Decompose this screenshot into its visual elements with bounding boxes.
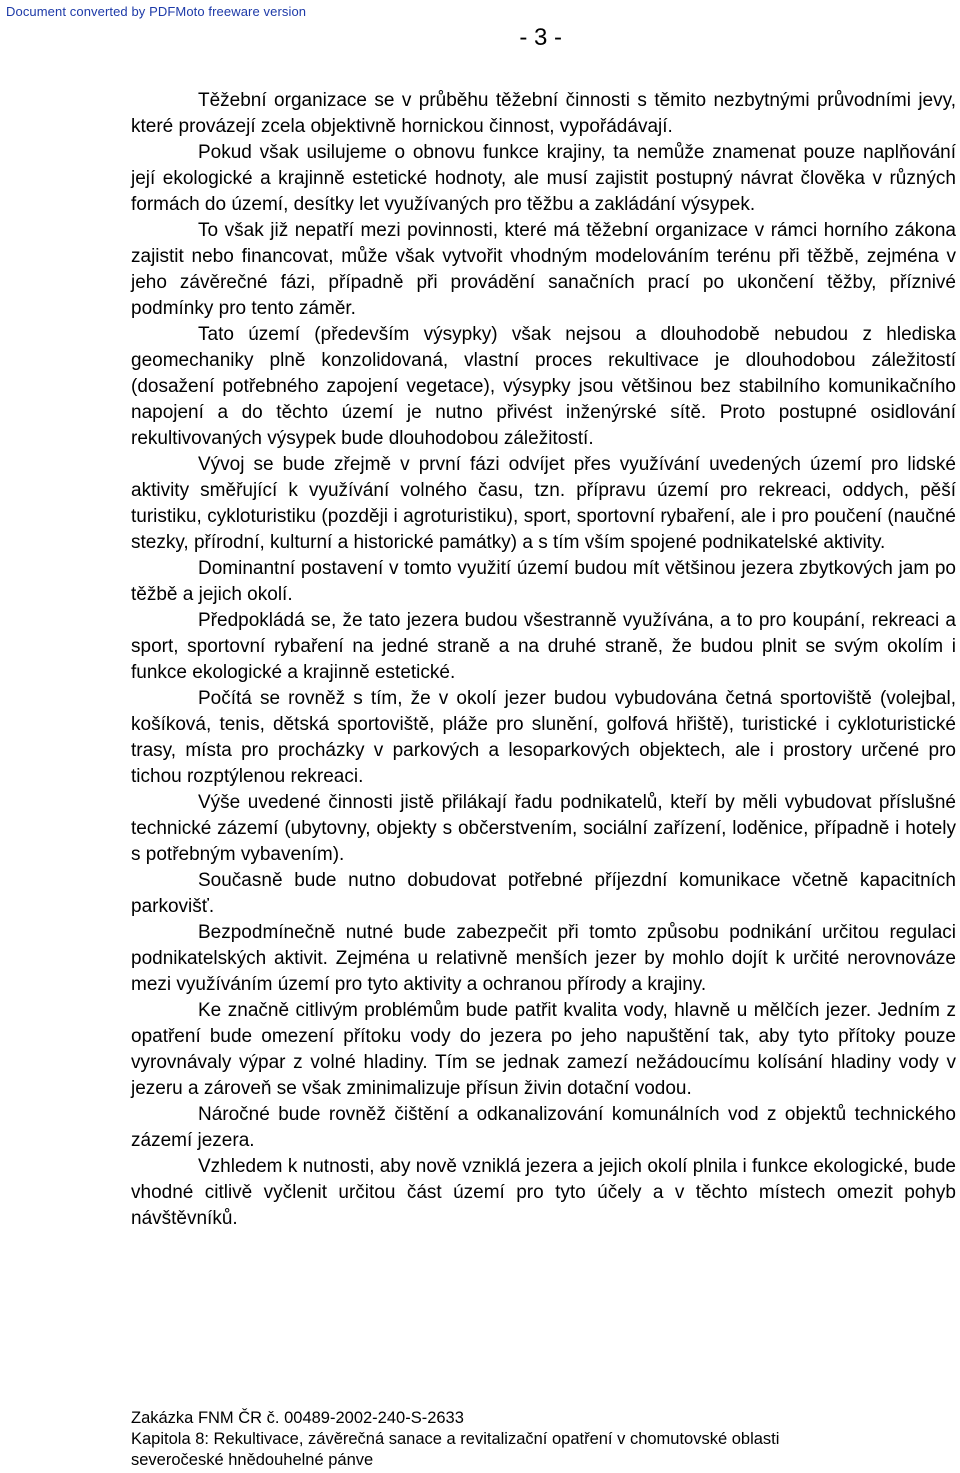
paragraph: Bezpodmínečně nutné bude zabezpečit při tomto způsobu podnikání určitou regulaci podnikatelských aktivit. Zejména u relativně menších jezer by mohlo dojít k určité nerovnováze mezi využíváním území pro tyto aktivity a ochranou přírody a krajiny. [131,922,956,995]
paragraph: Tato území (především výsypky) však nejsou a dlouhodobě nebudou z hlediska geomechaniky plně konzolidovaná, vlastní proces rekultivace je dlouhodobou záležitostí (dosažení potřebného zapojení vegetace), výsypky jsou většinou bez stabilního komunikačního napojení a do těchto území je nutno přivést inženýrské sítě. Proto postupné osidlování rekultivovaných výsypek bude dlouhodobou záležitostí. [131,324,956,449]
paragraph: Vývoj se bude zřejmě v první fázi odvíjet přes využívání uvedených území pro lidské aktivity směřující k využívání volného času, tzn. přípravu území pro rekreaci, oddych, pěší turistiku, cykloturistiku (později i agroturistiku), sport, sportovní rybaření, ale i pro poučení (naučné stezky, přírodní, kulturní a historické památky) a s tím vším spojené podnikatelské aktivity. [131,454,956,553]
page-number: - 3 - [519,24,562,51]
paragraph: Současně bude nutno dobudovat potřebné příjezdní komunikace včetně kapacitních parkovišť. [131,870,956,917]
paragraph: Vzhledem k nutnosti, aby nově vzniklá jezera a jejich okolí plnila i funkce ekologické, bude vhodné citlivě vyčlenit určitou část území pro tyto účely a v těchto místech omezit pohyb návštěvníků. [131,1156,956,1229]
paragraph: Pokud však usilujeme o obnovu funkce krajiny, ta nemůže znamenat pouze naplňování její ekologické a krajinně estetické hodnoty, ale musí zajistit postupný návrat člověka v různých formách do území, desítky let využívaných pro těžbu a zakládání výsypek. [131,142,956,215]
footer-region-line: severočeské hnědouhelné pánve [131,1451,374,1469]
document-body [131,88,956,1232]
converter-watermark: Document converted by PDFMoto freeware version [6,4,307,19]
paragraph: To však již nepatří mezi povinnosti, které má těžební organizace v rámci horního zákona zajistit nebo financovat, může však vytvořit vhodným modelováním terénu při těžbě, zejména v jeho závěrečné fázi, případně při provádění sanačních prací po ukončení těžby, příznivé podmínky pro tento záměr. [131,220,956,319]
paragraph: Ke značně citlivým problémům bude patřit kvalita vody, hlavně u mělčích jezer. Jedním z opatření bude omezení přítoku vody do jezera po jeho napuštění tak, aby tyto přítoky pouze vyrovnávaly výpar z volné hladiny. Tím se jednak zamezí nežádoucímu kolísání hladiny vody v jezeru a zároveň se však zminimalizuje přísun živin dotační vodou. [131,1000,956,1099]
paragraph: Náročné bude rovněž čištění a odkanalizování komunálních vod z objektů technického zázemí jezera. [131,1104,956,1151]
page-footer [131,1408,931,1471]
footer-contract-line: Zakázka FNM ČR č. 00489-2002-240-S-2633 [131,1409,464,1427]
paragraph: Počítá se rovněž s tím, že v okolí jezer budou vybudována četná sportoviště (volejbal, košíková, tenis, dětská sportoviště, pláže pro slunění, golfová hřiště), turistické i cykloturistické trasy, místa pro procházky v parkových a lesoparkových objektech, ale i prostory určené pro tichou rozptýlenou rekreaci. [131,688,956,787]
paragraph: Těžební organizace se v průběhu těžební činnosti s těmito nezbytnými průvodními jevy, které provázejí zcela objektivně hornickou činnost, vypořádávají. [131,90,956,137]
paragraph: Předpokládá se, že tato jezera budou všestranně využívána, a to pro koupání, rekreaci a sport, sportovní rybaření na jedné straně a na druhé straně, že budou plnit se svým okolím i funkce ekologické a krajinně estetické. [131,610,956,683]
paragraph: Dominantní postavení v tomto využití území budou mít většinou jezera zbytkových jam po těžbě a jejich okolí. [131,558,956,605]
footer-chapter-line: Kapitola 8: Rekultivace, závěrečná sanace a revitalizační opatření v chomutovské oblasti [131,1430,780,1448]
paragraph: Výše uvedené činnosti jistě přilákají řadu podnikatelů, kteří by měli vybudovat příslušné technické zázemí (ubytovny, objekty s občerstvením, sociální zařízení, loděnice, případně i hotely s potřebným vybavením). [131,792,956,865]
